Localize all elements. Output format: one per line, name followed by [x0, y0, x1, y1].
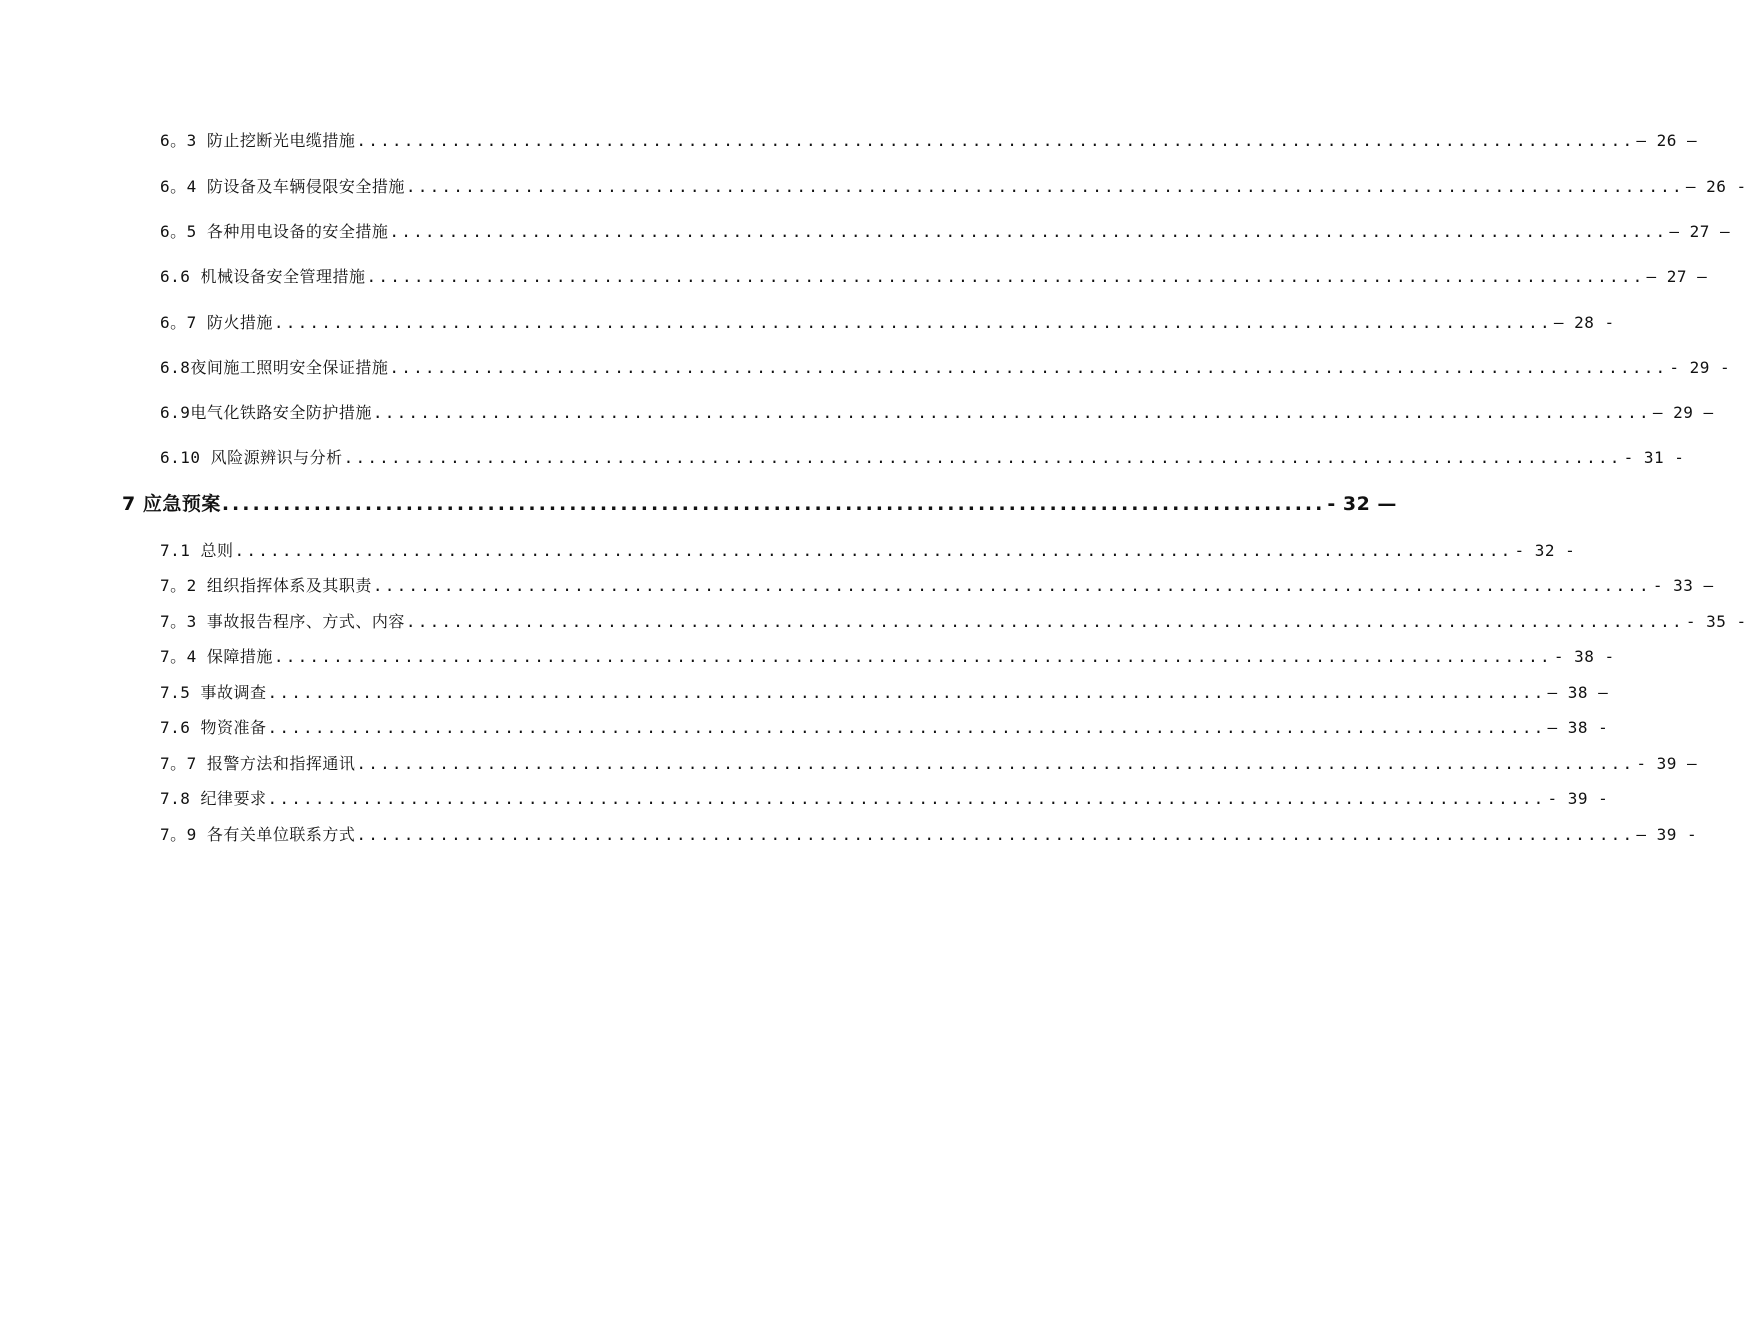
toc-entry-title: 6。7 防火措施 [160, 313, 273, 332]
toc-entry-page: — 38 - [1547, 718, 1609, 737]
dot-leader: ............................................................................................................ [366, 267, 1645, 286]
toc-entry-title: 6.9电气化铁路安全防护措施 [160, 403, 372, 422]
toc-entry-page: — 39 - [1636, 825, 1698, 844]
toc-entry-title: 7 应急预案 [122, 493, 221, 515]
toc-entry-title: 7.6 物资准备 [160, 718, 267, 737]
toc-entry-page: - 39 — [1636, 754, 1698, 773]
toc-entry[interactable] [160, 609, 1747, 632]
toc-entry-page: - 39 - [1547, 789, 1609, 808]
toc-entry-page: - 38 - [1553, 647, 1615, 666]
toc-entry[interactable] [160, 573, 1714, 596]
dot-leader: ............................................................................................................ [389, 358, 1668, 377]
dot-leader: ............................................................................................................ [405, 612, 1684, 631]
toc-entry-page: - 32 — [1327, 493, 1397, 515]
toc-entry[interactable] [160, 264, 1708, 287]
toc-entry-page: — 26 — [1636, 131, 1698, 150]
toc-entry-title: 6.10 风险源辨识与分析 [160, 448, 343, 467]
toc-entry-title: 7。2 组织指挥体系及其职责 [160, 576, 372, 595]
toc-entry[interactable] [160, 715, 1609, 738]
toc-entry-page: — 28 - [1553, 313, 1615, 332]
dot-leader: ............................................................................................................ [356, 754, 1635, 773]
toc-entry-page: - 32 - [1514, 541, 1576, 560]
toc-entry-title: 6。5 各种用电设备的安全措施 [160, 222, 389, 241]
toc-entry-page: — 38 — [1547, 683, 1609, 702]
dot-leader: ............................................................................................................ [273, 313, 1552, 332]
toc-entry-page: — 26 - [1685, 177, 1747, 196]
toc-entry[interactable] [160, 822, 1698, 845]
toc-entry-title: 7。4 保障措施 [160, 647, 273, 666]
toc-entry-title: 6.6 机械设备安全管理措施 [160, 267, 366, 286]
dot-leader: ............................................................................................................ [267, 683, 1546, 702]
toc-entry-page: — 27 — [1669, 222, 1731, 241]
dot-leader: ............................................................................................................ [234, 541, 1513, 560]
toc-entry[interactable] [160, 644, 1615, 667]
dot-leader: ............................................................................................................ [343, 448, 1622, 467]
toc-entry[interactable] [160, 174, 1747, 197]
toc-entry-page: - 33 — [1652, 576, 1714, 595]
toc-entry[interactable] [160, 786, 1609, 809]
toc-entry-page: — 27 — [1646, 267, 1708, 286]
toc-entry-title: 6.8夜间施工照明安全保证措施 [160, 358, 389, 377]
toc-entry-title: 6。3 防止挖断光电缆措施 [160, 131, 356, 150]
toc-entry[interactable] [160, 751, 1698, 774]
toc-entry-title: 7.1 总则 [160, 541, 234, 560]
dot-leader: ............................................................................................................ [389, 222, 1668, 241]
toc-chapter-entry[interactable] [122, 489, 1397, 516]
toc-entry-page: — 29 — [1652, 403, 1714, 422]
toc-entry[interactable] [160, 538, 1576, 561]
toc-entry-page: - 35 - [1685, 612, 1747, 631]
toc-entry-title: 7.5 事故调查 [160, 683, 267, 702]
toc-entry-page: - 31 - [1623, 448, 1685, 467]
dot-leader: ............................................................................................................ [267, 789, 1546, 808]
toc-entry-title: 6。4 防设备及车辆侵限安全措施 [160, 177, 405, 196]
dot-leader: ............................................................................................................ [273, 647, 1552, 666]
dot-leader: ............................................................................................................ [356, 825, 1635, 844]
dot-leader: ............................................................................................................ [372, 403, 1651, 422]
toc-entry[interactable] [160, 680, 1609, 703]
dot-leader: ............................................................................................................ [405, 177, 1684, 196]
dot-leader: ............................................................................................................ [356, 131, 1635, 150]
toc-entry[interactable] [160, 128, 1698, 151]
dot-leader: ............................................................................................................ [267, 718, 1546, 737]
toc-entry-title: 7。9 各有关单位联系方式 [160, 825, 356, 844]
toc-entry[interactable] [160, 355, 1731, 378]
toc-entry[interactable] [160, 310, 1615, 333]
toc-entry[interactable] [160, 400, 1714, 423]
toc-entry-title: 7。3 事故报告程序、方式、内容 [160, 612, 405, 631]
toc-entry-title: 7.8 纪律要求 [160, 789, 267, 808]
dot-leader: ............................................................................................................ [221, 493, 1326, 515]
toc-entry-page: - 29 - [1669, 358, 1731, 377]
toc-entry[interactable] [160, 445, 1685, 468]
dot-leader: ............................................................................................................ [372, 576, 1651, 595]
toc-entry-title: 7。7 报警方法和指挥通讯 [160, 754, 356, 773]
toc-entry[interactable] [160, 219, 1731, 242]
